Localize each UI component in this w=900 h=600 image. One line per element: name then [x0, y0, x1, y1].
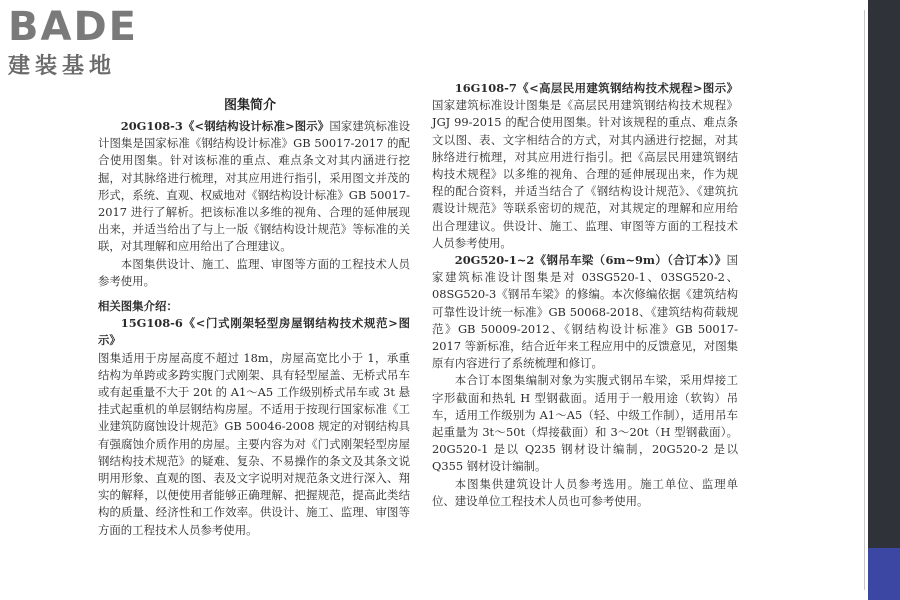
section-text: 国家建筑标准设计图集是《高层民用建筑钢结构技术规程》JGJ 99-2015 的配合使用图集。针对该规程的重点、难点条文以图、表、文字相结合的方式，对其内涵进行挖掘，对其脉络进行梳理，对其应用进行指引。把《高层民用建筑钢结构技术规程》以多维的视角、合理的延伸展现出来，作为规程的配合资料，并适当结合了《钢结构设计规范》、《建筑抗震设计规范》等联系密切的规范，对其规定的理解和应用给出合理建议。供设计、施工、监理、审图等方面的工程技术人员参考使用。	[432, 98, 738, 250]
section-text: 国家建筑标准设计图集是对 03SG520-1、03SG520-2、08SG520-3《钢吊车梁》的修编。本次修编依据《建筑结构可靠性设计统一标准》GB 50068-2018、《建筑结构荷载规范》GB 50009-2012、《钢结构设计标准》GB 50017-2017 等新标准，结合近年来工程应用中的反馈意见，对图集原有内容进行了系统梳理和修订。	[432, 253, 738, 371]
page-title: 图集简介	[224, 98, 277, 113]
paragraph: 本合订本图集编制对象为实腹式钢吊车梁，采用焊接工字形截面和热轧 H 型钢截面。适用于一般用途（软钩）吊车，适用工作级别为 A1～A5（轻、中级工作制），适用吊车起重量为 3t～50t（焊接截面）和 3～20t（H 型钢截面）。20G520-1 是以 Q235 钢材设计编制，20G520-2 是以 Q355 钢材设计编制。	[432, 373, 738, 474]
right-column	[432, 80, 738, 510]
section-16g108-7	[432, 80, 738, 252]
left-column	[98, 118, 410, 539]
section-title: 20G108-3《<钢结构设计标准>图示》	[120, 119, 330, 133]
paragraph: 本图集供设计、施工、监理、审图等方面的工程技术人员参考使用。	[98, 256, 410, 288]
logo-wordmark: BADE	[8, 4, 138, 50]
section-20g520	[432, 252, 738, 372]
sidebar-accent-block	[868, 548, 900, 600]
paragraph: 本图集供建筑设计人员参考选用。施工单位、监理单位、建设单位工程技术人员也可参考使用。	[432, 476, 738, 508]
section-15g108-6-title: 15G108-6《<门式刚架轻型房屋钢结构技术规范>图示》	[98, 316, 410, 348]
divider	[864, 10, 865, 590]
section-15g108-6-text: 图集适用于房屋高度不超过 18m，房屋高宽比小于 1，承重结构为单跨或多跨实腹门式刚架、具有轻型屋盖、无桥式吊车或有起重量不大于 20t 的 A1～A5 工作级别桥式吊车或 3t 悬挂式起重机的单层钢结构房屋。不适用于按现行国家标准《工业建筑防腐蚀设计规范》GB 50046-2008 规定的对钢结构具有强腐蚀介质作用的房屋。主要内容为对《门式刚架轻型房屋钢结构技术规范》的疑难、复杂、不易操作的条文及其条文说明用形象、直观的图、表及文字说明对规范条文进行深入、翔实的解释，以便使用者能够正确理解、把握规范，提高此类结构的质量、经济性和工作效率。供设计、施工、监理、审图等方面的工程技术人员参考使用。	[98, 350, 410, 537]
logo-subtitle: 建装基地	[8, 54, 117, 79]
section-text: 国家建筑标准设计图集是国家标准《钢结构设计标准》GB 50017-2017 的配合使用图集。针对该标准的重点、难点条文对其内涵进行挖掘，对其脉络进行梳理，对其应用进行指引，采用图文并茂的形式，系统、直观、权威地对《钢结构设计标准》GB 50017-2017 进行了解析。把该标准以多维的视角、合理的延伸展现出来，并适当给出了与上一版《钢结构设计规范》等标准的关联，对其理解和应用给出了合理建议。	[98, 119, 410, 254]
section-20g108-3	[98, 118, 410, 256]
section-title: 20G520-1~2《钢吊车梁（6m~9m）（合订本）》	[454, 253, 727, 268]
bade-logo	[8, 6, 138, 80]
right-sidebar-bar	[868, 0, 900, 600]
related-heading: 相关图集介绍：	[98, 299, 178, 314]
section-title: 16G108-7《<高层民用建筑钢结构技术规程>图示》	[454, 81, 738, 95]
